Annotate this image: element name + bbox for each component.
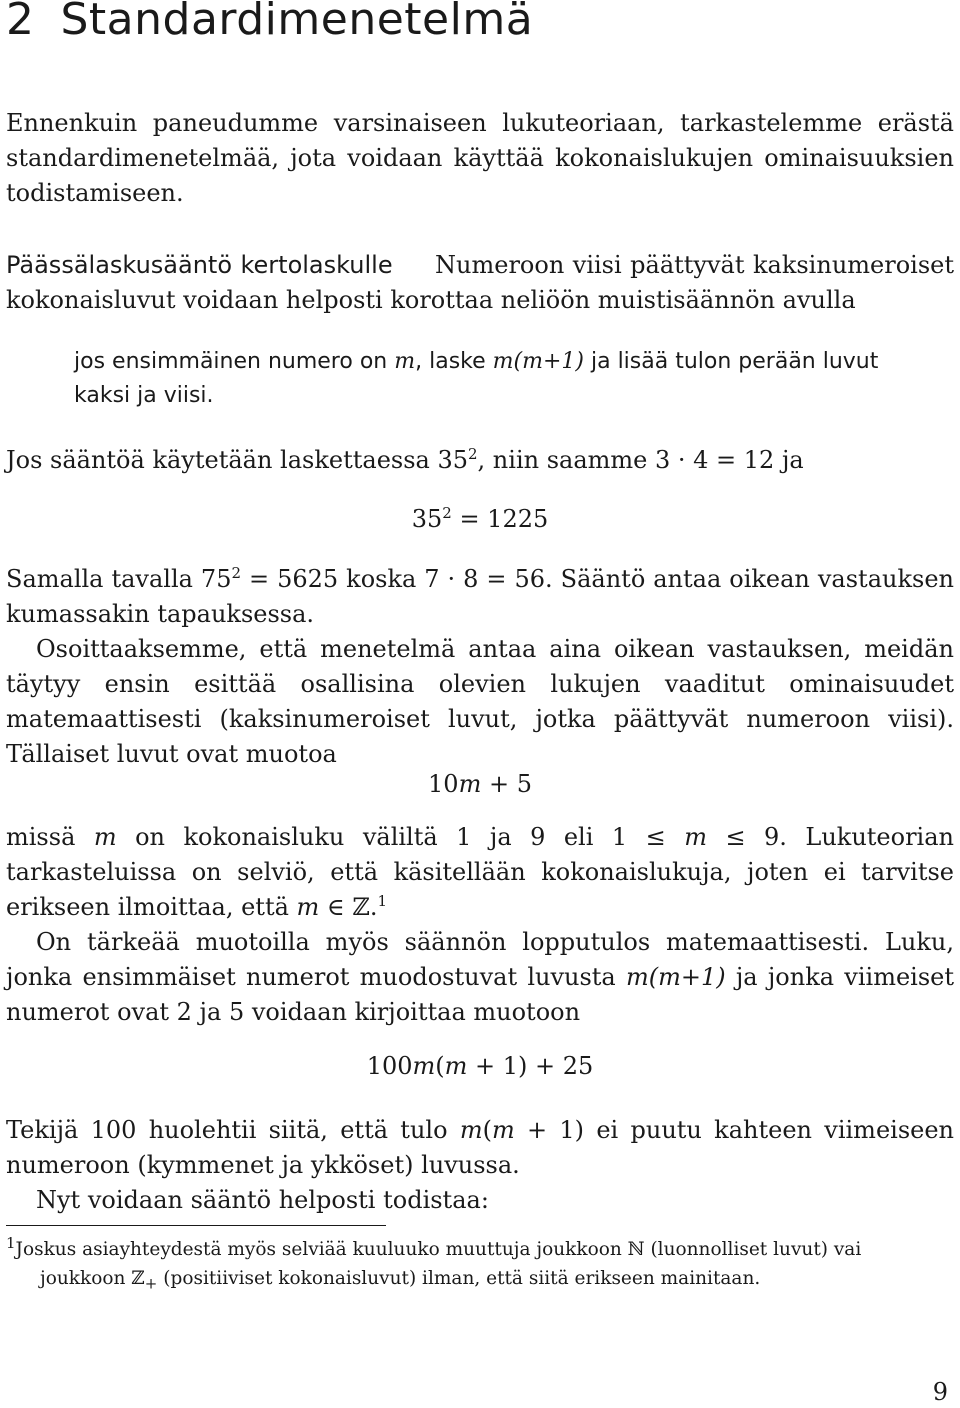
display2-coefficient: 100: [366, 1052, 413, 1080]
display-equation-100m: [0, 1052, 960, 1080]
proof-start-paragraph: Nyt voidaan sääntö helposti todistaa:: [36, 1186, 489, 1214]
display-base: 35: [411, 505, 443, 533]
display-exponent: 2: [442, 504, 452, 522]
intro-paragraph: Ennenkuin paneudumme varsinaiseen lukuteoriaan, tarkastelemme erästä standardimenetelmää, jota voidaan käyttää kokonaislukujen ominaisuuksien todistamiseen.: [6, 109, 954, 207]
factor-var-m2: m: [491, 1116, 515, 1144]
formulation-expression: m(m+1): [625, 963, 726, 991]
example-exponent: 2: [468, 445, 478, 463]
section-title: [6, 0, 533, 45]
footnote-text-b: joukkoon ℤ: [40, 1268, 145, 1289]
range-text-b: on kokonaisluku väliltä 1 ja 9 eli 1 ≤: [116, 823, 685, 851]
rule-text: Numeroon viisi päättyvät kaksinumeroiset kokonaisluvut voidaan helposti korottaa neliöön muistisäännön avulla: [6, 251, 954, 314]
footnote-line-1: [6, 1235, 956, 1264]
display1-constant: + 5: [481, 770, 532, 798]
example2-exponent: 2: [231, 564, 242, 582]
display1-var-m: m: [458, 770, 482, 798]
formulation-text-b: ja jonka viimeiset numerot ovat 2 ja 5 voidaan kirjoittaa muotoon: [6, 963, 954, 1026]
footnote-subscript: +: [144, 1274, 158, 1293]
footnote-text-c: (positiiviset kokonaisluvut) ilman, että siitä erikseen mainitaan.: [157, 1268, 761, 1289]
factor-paren: (: [482, 1116, 492, 1144]
display1-coefficient: 10: [428, 770, 459, 798]
example-text-a: Jos sääntöä käytetään laskettaessa 35: [6, 446, 468, 474]
factor-var-m1: m: [459, 1116, 483, 1144]
quote-text-a: jos ensimmäinen numero on: [74, 349, 388, 374]
example-text-b: , niin saamme 3 · 4 = 12 ja: [477, 446, 804, 474]
range-text-a: missä: [6, 823, 94, 851]
rule-heading: Päässälaskusääntö kertolaskulle: [6, 251, 393, 279]
section-number: 2: [6, 0, 35, 45]
rule-quote: [74, 345, 904, 413]
quote-expression: m(m+1): [492, 349, 584, 374]
factor-paragraph: [6, 1113, 954, 1183]
example2-text-a: Samalla tavalla 75: [6, 565, 232, 593]
factor-text-c: + 1) ei puutu kahteen viimeiseen numeroon (kymmenet ja ykköset) luvussa.: [6, 1116, 954, 1179]
display-result: = 1225: [451, 505, 549, 533]
display2-paren: (: [435, 1052, 445, 1080]
footnote-text-a: Joskus asiayhteydestä myös selviää kuuluuko muuttuja joukkoon ℕ (luonnolliset luvut) vai: [15, 1239, 862, 1260]
section-title-text: Standardimenetelmä: [60, 0, 534, 45]
example2-paragraph: [6, 562, 954, 632]
page-number: 9: [932, 1378, 948, 1406]
display-equation-10m5: [0, 770, 960, 798]
factor-text-a: Tekijä 100 huolehtii siitä, että tulo: [6, 1116, 460, 1144]
range-var-m2: m: [684, 823, 707, 851]
example2-text-b: = 5625 koska 7 · 8 = 56. Sääntö antaa oikean vastauksen kumassakin tapauksessa.: [6, 565, 954, 628]
formulation-text-a: On tärkeää muotoilla myös säännön lopputulos matemaattisesti. Luku, jonka ensimmäiset numerot muodostuvat luvusta: [6, 928, 954, 991]
range-var-m3: m: [296, 893, 320, 921]
footnote-line-2: [6, 1264, 956, 1293]
quote-var-m: m: [394, 349, 416, 374]
display2-var-m2: m: [444, 1052, 468, 1080]
variable-range-paragraph: [6, 820, 954, 925]
display2-rest: + 1) + 25: [467, 1052, 594, 1080]
display2-var-m1: m: [412, 1052, 436, 1080]
proof-intro-paragraph: Osoittaaksemme, että menetelmä antaa aina oikean vastauksen, meidän täytyy ensin esittää osallisina olevien lukujen vaaditut ominaisuudet matemaattisesti (kaksinumeroiset luvut, jotka päättyvät numeroon viisi). Tällaiset luvut ovat muotoa: [6, 635, 954, 768]
footnote-rule: [6, 1225, 386, 1226]
range-text-c: ≤ 9. Lukuteorian tarkasteluissa on selviö, että käsitellään kokonaislukuja, joten ei tarvitse erikseen ilmoittaa, että: [6, 823, 954, 921]
footnote-mark: 1: [6, 1233, 16, 1252]
display-equation-1225: [0, 505, 960, 533]
range-var-m: m: [93, 823, 117, 851]
footnote: [6, 1235, 956, 1293]
example-paragraph: [6, 443, 954, 478]
rule-paragraph: [6, 248, 954, 318]
formulation-paragraph: [6, 925, 954, 1030]
quote-text-c: ja lisää tulon perään luvut kaksi ja viisi.: [74, 349, 879, 408]
footnote-reference[interactable]: 1: [377, 892, 388, 910]
quote-text-b: , laske: [415, 349, 486, 374]
range-text-d: ∈ ℤ.: [319, 893, 378, 921]
